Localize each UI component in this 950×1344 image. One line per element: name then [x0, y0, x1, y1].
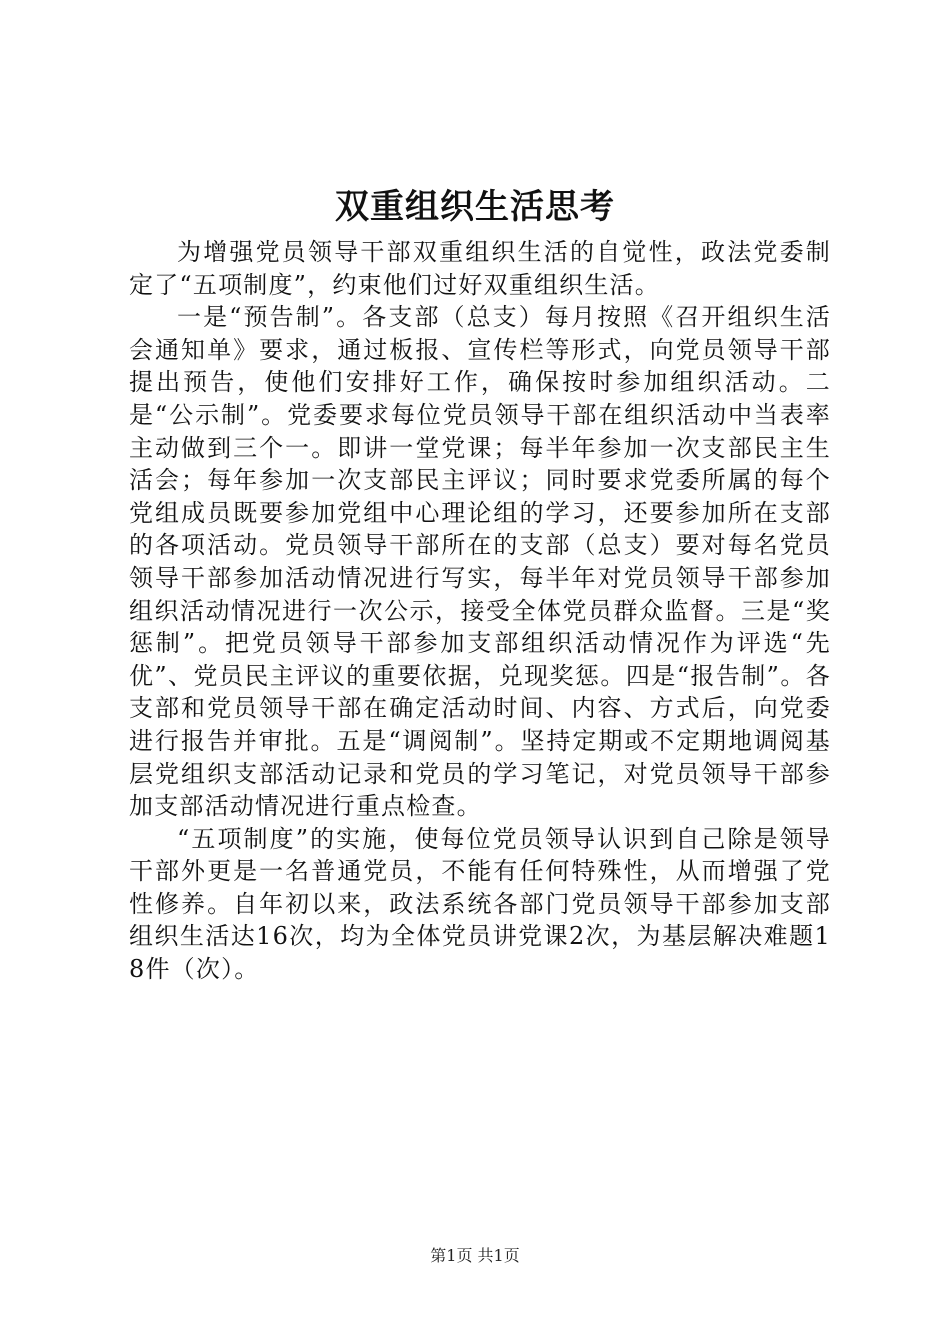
page-footer: 第1页 共1页 [430, 1246, 520, 1265]
paragraph-results: “五项制度”的实施，使每位党员领导认识到自己除是领导干部外更是一名普通党员，不能有任何特殊性，从而增强了党性修养。自年初以来，政法系统各部门党员领导干部参加支部组织生活达16次，均为全体党员讲党课2次，为基层解决难题18件（次）。 [129, 824, 831, 984]
paragraph-intro: 为增强党员领导干部双重组织生活的自觉性，政法党委制定了“五项制度”，约束他们过好双重组织生活。 [129, 238, 831, 299]
document-body [129, 236, 831, 986]
paragraph-five-systems: 一是“预告制”。各支部（总支）每月按照《召开组织生活会通知单》要求，通过板报、宣传栏等形式，向党员领导干部提出预告，使他们安排好工作，确保按时参加组织活动。二是“公示制”。党委要求每位党员领导干部在组织活动中当表率主动做到三个一。即讲一堂党课；每半年参加一次支部民主生活会；每年参加一次支部民主评议；同时要求党委所属的每个党组成员既要参加党组中心理论组的学习，还要参加所在支部的各项活动。党员领导干部所在的支部（总支）要对每名党员领导干部参加活动情况进行写实，每半年对党员领导干部参加组织活动情况进行一次公示，接受全体党员群众监督。三是“奖惩制”。把党员领导干部参加支部组织活动情况作为评选“先优”、党员民主评议的重要依据，兑现奖惩。四是“报告制”。各支部和党员领导干部在确定活动时间、内容、方式后，向党委进行报告并审批。五是“调阅制”。坚持定期或不定期地调阅基层党组织支部活动记录和党员的学习笔记，对党员领导干部参加支部活动情况进行重点检查。 [129, 303, 831, 821]
document-title: 双重组织生活思考 [335, 187, 615, 227]
